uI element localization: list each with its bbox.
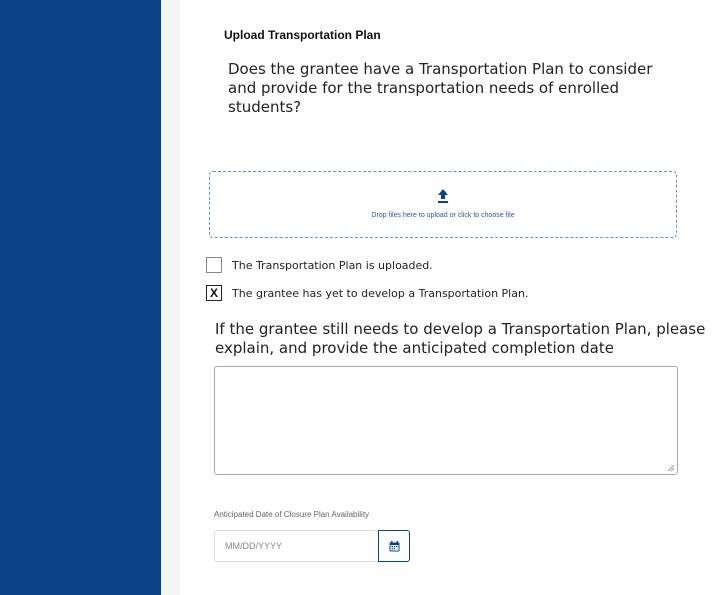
not-developed-checkbox[interactable]: X xyxy=(206,285,222,301)
option-uploaded xyxy=(206,257,433,273)
dropzone-text: Drop files here to upload or click to choose file xyxy=(371,212,515,219)
resize-grip-icon[interactable] xyxy=(667,464,675,472)
not-developed-label: The grantee has yet to develop a Transportation Plan. xyxy=(232,286,529,300)
date-label: Anticipated Date of Closure Plan Availability xyxy=(214,510,370,519)
question-text: Does the grantee have a Transportation Plan to consider and provide for the transportation needs of enrolled students? xyxy=(228,60,653,116)
explanation-textarea[interactable] xyxy=(214,366,678,475)
uploaded-checkbox[interactable] xyxy=(206,257,222,273)
date-input[interactable]: MM/DD/YYYY xyxy=(214,530,378,562)
file-dropzone[interactable] xyxy=(209,171,677,238)
uploaded-label: The Transportation Plan is uploaded. xyxy=(232,258,433,272)
sidebar xyxy=(0,0,161,595)
explain-prompt: If the grantee still needs to develop a Transportation Plan, please explain, and provide the anticipated completion date xyxy=(215,320,706,357)
date-picker xyxy=(214,530,410,562)
upload-icon xyxy=(437,188,449,204)
calendar-button[interactable] xyxy=(378,530,410,562)
option-not-developed xyxy=(206,285,528,301)
gutter xyxy=(161,0,180,595)
calendar-icon xyxy=(389,541,400,552)
section-title: Upload Transportation Plan xyxy=(224,28,381,42)
